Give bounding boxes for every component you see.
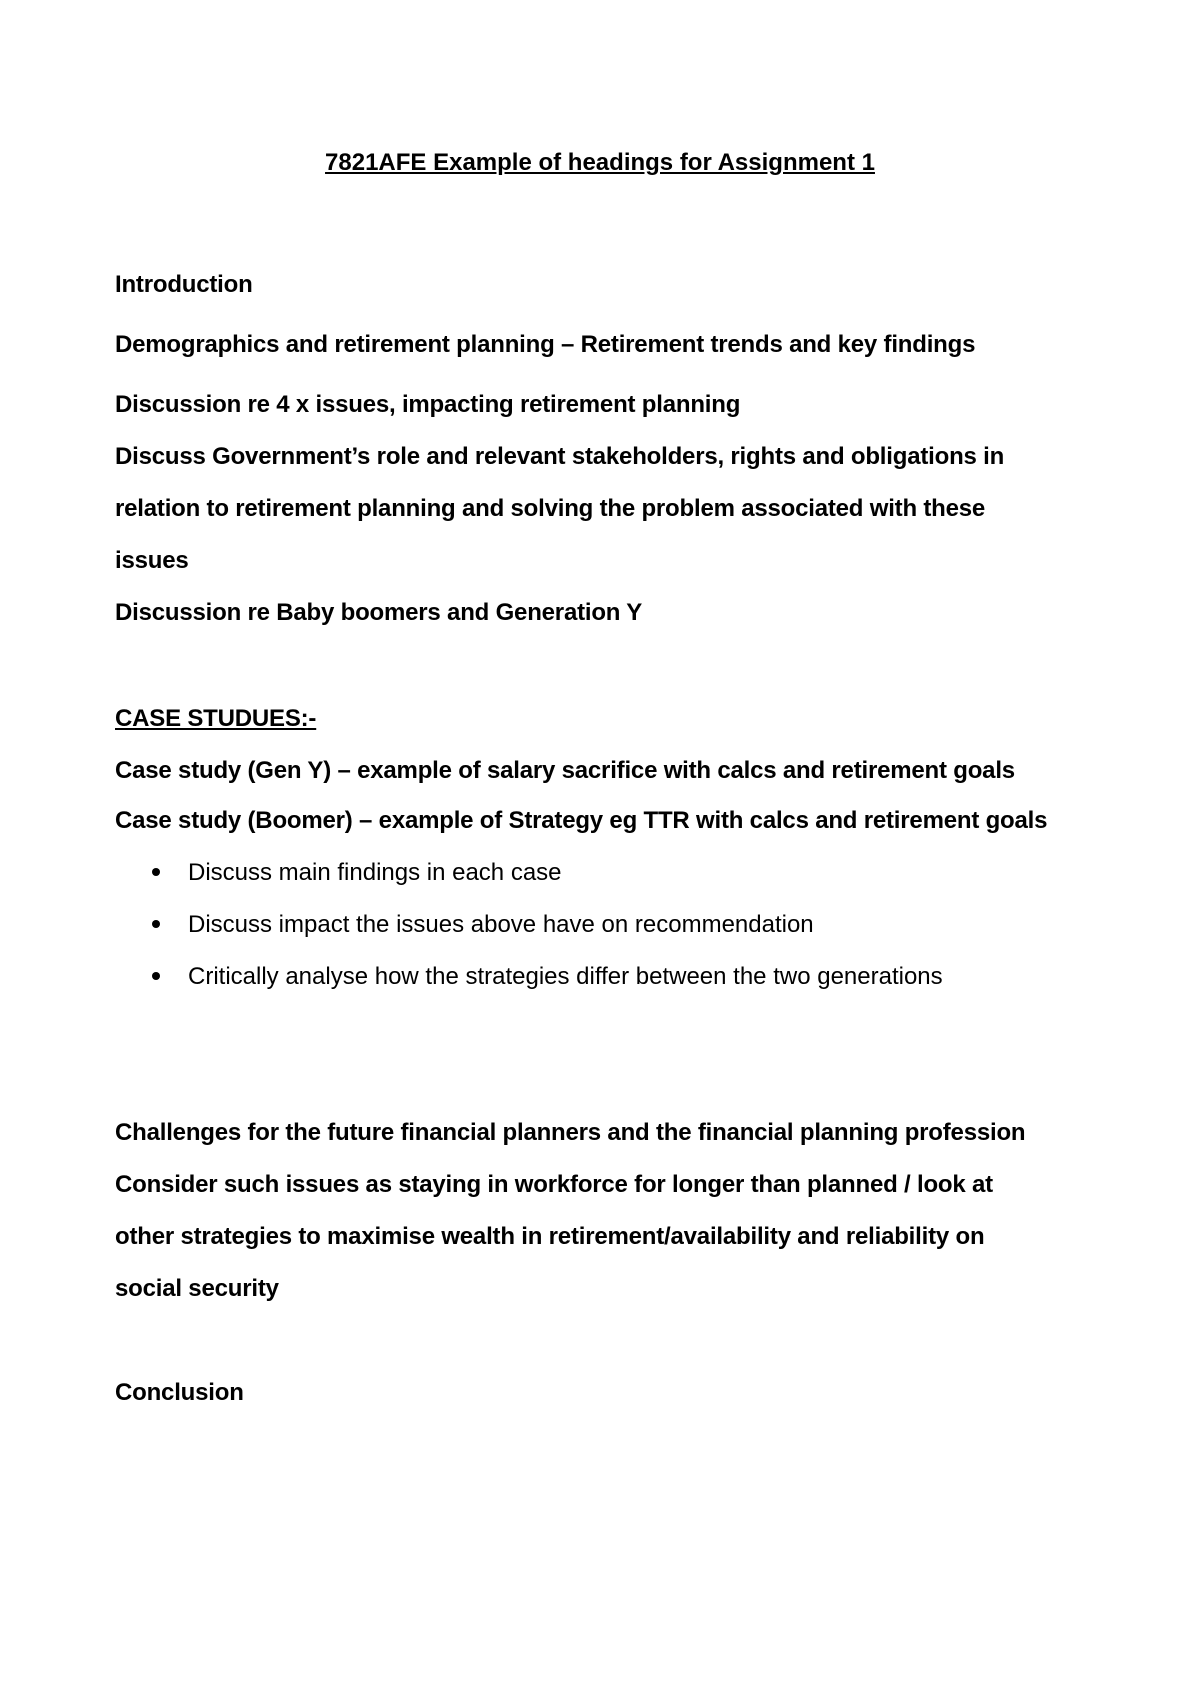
bullet-icon: [152, 972, 160, 980]
heading-government-role-line-1: Discuss Government’s role and relevant stakeholders, rights and obligations in: [115, 443, 1005, 470]
list-item: [150, 962, 943, 1014]
heading-demographics: Demographics and retirement planning – Retirement trends and key findings: [115, 331, 976, 358]
case-study-boomer: Case study (Boomer) – example of Strategy eg TTR with calcs and retirement goals: [115, 807, 1048, 834]
findings-bullet-list: [150, 858, 943, 1014]
heading-generations: Discussion re Baby boomers and Generation Y: [115, 599, 643, 626]
heading-government-role-line-3: issues: [115, 547, 189, 574]
challenges-detail-line-1: Consider such issues as staying in workforce for longer than planned / look at: [115, 1171, 993, 1198]
bullet-icon: [152, 868, 160, 876]
case-studies-heading: CASE STUDUES:-: [115, 705, 317, 732]
bullet-text: Discuss main findings in each case: [188, 859, 562, 886]
list-item: [150, 910, 943, 962]
bullet-text: Discuss impact the issues above have on recommendation: [188, 911, 814, 938]
document-title: 7821AFE Example of headings for Assignment 1: [325, 149, 875, 176]
case-study-gen-y: Case study (Gen Y) – example of salary sacrifice with calcs and retirement goals: [115, 757, 1015, 784]
bullet-icon: [152, 920, 160, 928]
heading-challenges: Challenges for the future financial planners and the financial planning profession: [115, 1119, 1026, 1146]
heading-government-role-line-2: relation to retirement planning and solving the problem associated with these: [115, 495, 986, 522]
heading-introduction: Introduction: [115, 271, 253, 298]
bullet-text: Critically analyse how the strategies differ between the two generations: [188, 963, 943, 990]
list-item: [150, 858, 943, 910]
heading-conclusion: Conclusion: [115, 1379, 244, 1406]
challenges-detail-line-3: social security: [115, 1275, 279, 1302]
challenges-detail-line-2: other strategies to maximise wealth in retirement/availability and reliability on: [115, 1223, 985, 1250]
heading-discussion-issues: Discussion re 4 x issues, impacting retirement planning: [115, 391, 741, 418]
